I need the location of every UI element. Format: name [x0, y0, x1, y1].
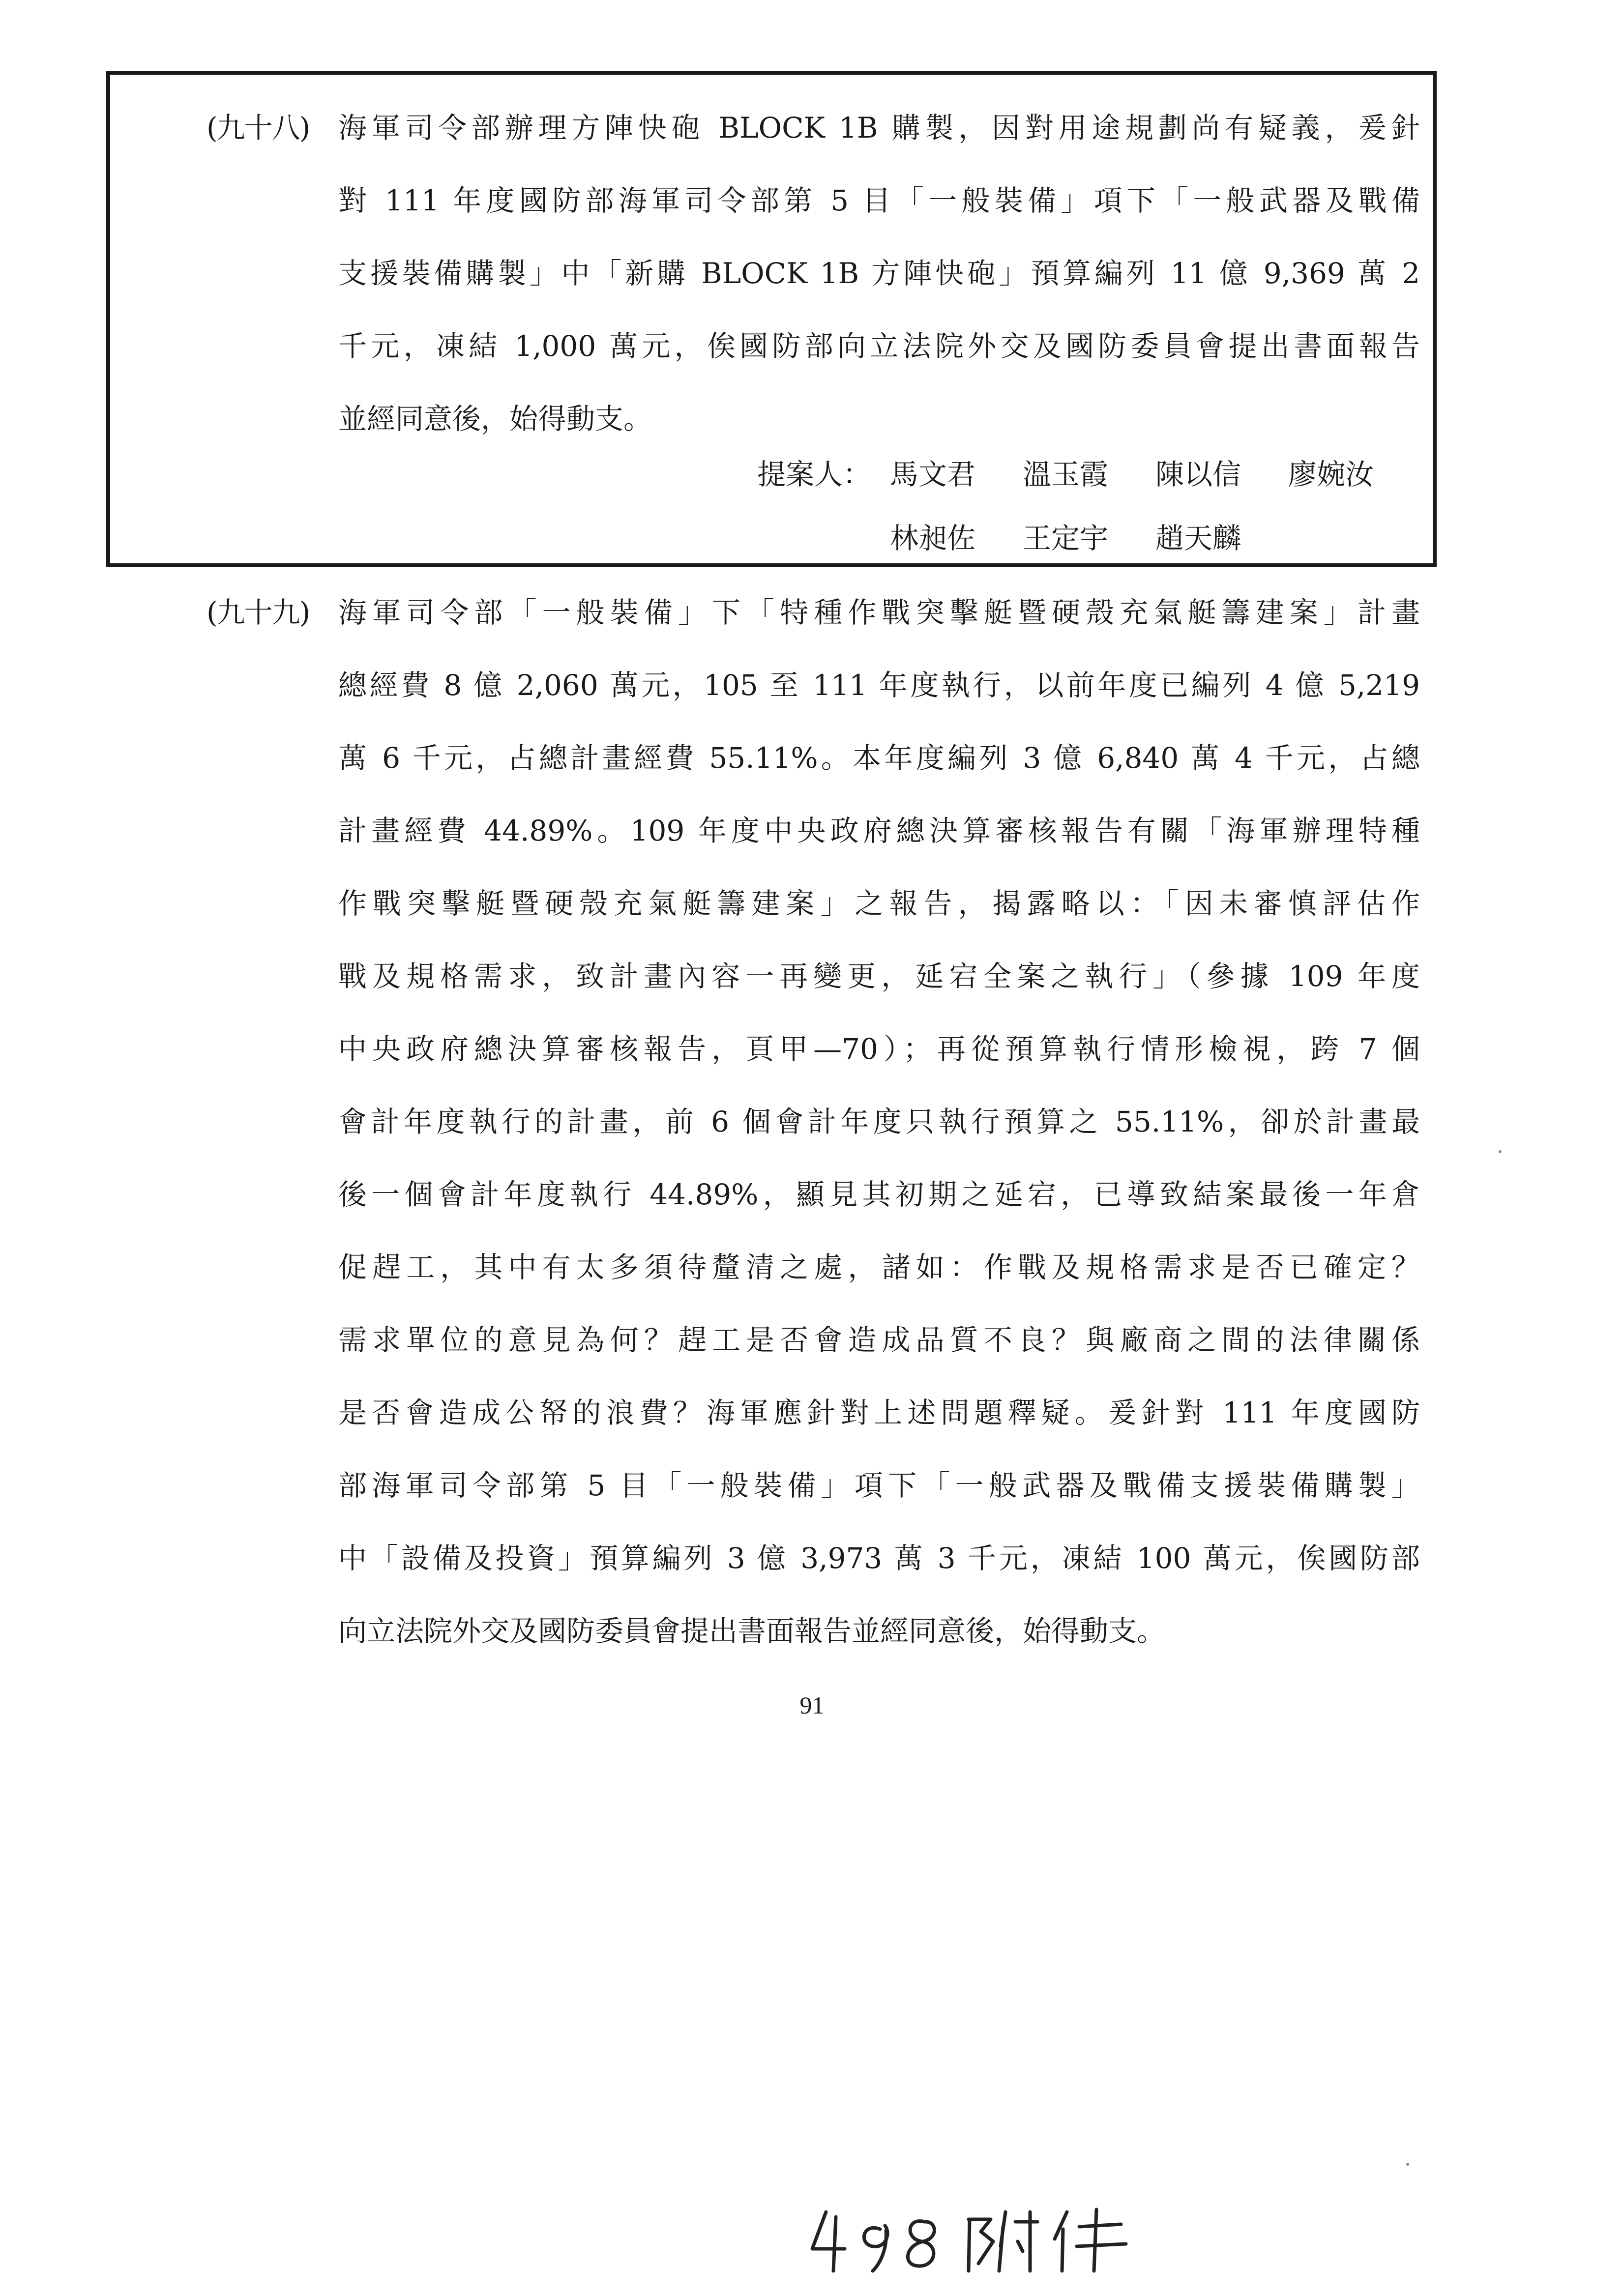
motion-99-line-14: 中「設備及投資」預算編列 3 億 3,973 萬 3 千元，凍結 100 萬元，俟國防部	[338, 1541, 1420, 1575]
proposer-name: 廖婉汝	[1288, 458, 1374, 491]
scan-speck	[1499, 1150, 1502, 1153]
motion-99-number: (九十九)	[207, 596, 310, 629]
motion-99-line-13: 部海軍司令部第 5 目「一般裝備」項下「一般武器及戰備支援裝備購製」	[338, 1469, 1420, 1502]
proposer-name: 王定宇	[1023, 522, 1109, 555]
proposer-name: 溫玉霞	[1023, 458, 1109, 491]
proposer-name: 趙天麟	[1155, 522, 1241, 555]
handwritten-annotation	[806, 2202, 1151, 2276]
motion-99-line-12: 是否會造成公帑的浪費？海軍應針對上述問題釋疑。爰針對 111 年度國防	[338, 1396, 1420, 1429]
page-number: 91	[799, 1691, 825, 1719]
motion-99-line-6: 戰及規格需求，致計畫內容一再變更，延宕全案之執行」（參據 109 年度	[338, 959, 1420, 993]
motion-98-line-5: 並經同意後，始得動支。	[338, 402, 652, 436]
motion-99-line-10: 促趕工，其中有太多須待釐清之處，諸如：作戰及規格需求是否已確定？	[338, 1250, 1420, 1284]
motion-99-line-7: 中央政府總決算審核報告，頁甲—70）；再從預算執行情形檢視，跨 7 個	[338, 1032, 1420, 1066]
motion-99-line-15: 向立法院外交及國防委員會提出書面報告並經同意後，始得動支。	[338, 1614, 1166, 1648]
motion-98-number: (九十八)	[207, 111, 310, 145]
motion-99-line-8: 會計年度執行的計畫，前 6 個會計年度只執行預算之 55.11%，卻於計畫最	[338, 1105, 1420, 1138]
proposers-label: 提案人：	[757, 458, 872, 491]
scan-speck	[1406, 2163, 1409, 2166]
motion-99	[207, 576, 1426, 1677]
motion-99-line-9: 後一個會計年度執行 44.89%，顯見其初期之延宕，已導致結案最後一年倉	[338, 1178, 1420, 1211]
motion-98-line-2: 對 111 年度國防部海軍司令部第 5 目「一般裝備」項下「一般武器及戰備	[338, 184, 1420, 217]
motion-99-line-4: 計畫經費 44.89%。109 年度中央政府總決算審核報告有關「海軍辦理特種	[338, 814, 1420, 847]
proposers-block	[757, 442, 1426, 570]
motion-99-line-3: 萬 6 千元，占總計畫經費 55.11%。本年度編列 3 億 6,840 萬 4 千元，占總	[338, 741, 1420, 775]
motion-99-line-5: 作戰突擊艇暨硬殼充氣艇籌建案」之報告，揭露略以：「因未審慎評估作	[338, 887, 1420, 920]
proposer-name: 陳以信	[1155, 458, 1241, 491]
motion-98-line-3: 支援裝備購製」中「新購 BLOCK 1B 方陣快砲」預算編列 11 億 9,369 萬 2	[338, 257, 1420, 290]
motion-99-line-1: 海軍司令部「一般裝備」下「特種作戰突擊艇暨硬殼充氣艇籌建案」計畫	[338, 596, 1420, 629]
motion-98-line-4: 千元，凍結 1,000 萬元，俟國防部向立法院外交及國防委員會提出書面報告	[338, 329, 1420, 363]
proposer-name: 林昶佐	[890, 522, 976, 555]
motion-98-line-1: 海軍司令部辦理方陣快砲 BLOCK 1B 購製，因對用途規劃尚有疑義，爰針	[338, 111, 1420, 145]
motion-99-line-2: 總經費 8 億 2,060 萬元，105 至 111 年度執行，以前年度已編列 4 億 5,219	[338, 668, 1420, 702]
proposer-name: 馬文君	[890, 458, 976, 491]
motion-99-line-11: 需求單位的意見為何？趕工是否會造成品質不良？與廠商之間的法律關係	[338, 1323, 1420, 1357]
